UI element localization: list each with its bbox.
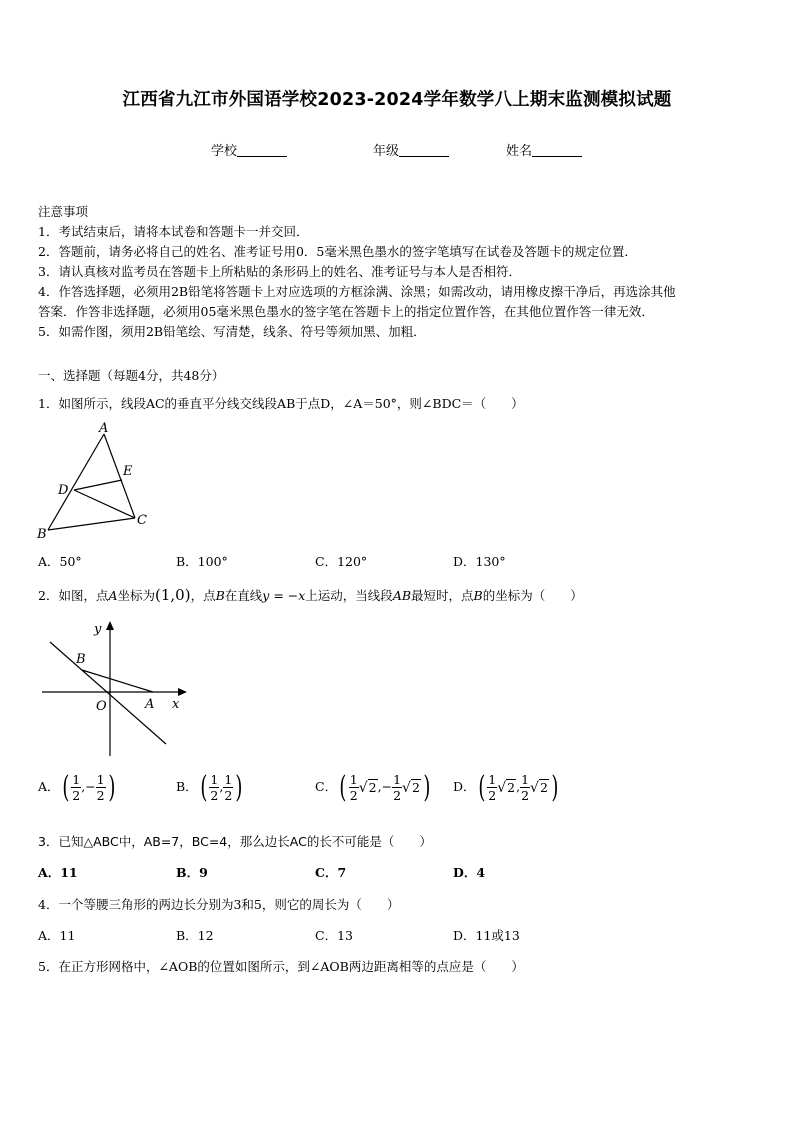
q2-option-c[interactable]: C．( $\frac{1}{2}$ √2,− $\frac{1}{2}$ √2 ) xyxy=(315,769,431,805)
q2-option-d[interactable]: D．( $\frac{1}{2}$ √2, $\frac{1}{2}$ √2 ) xyxy=(453,769,559,805)
q5-stem: 5．在正方形网格中，∠AOB的位置如图所示，到∠AOB两边距离相等的点应是（ ） xyxy=(38,959,524,974)
q2-figure xyxy=(38,618,188,760)
label-D: D xyxy=(58,483,69,498)
line-AB xyxy=(48,434,104,530)
section-heading: 一、选择题（每题4分，共48分） xyxy=(38,368,225,383)
q1-option-b[interactable]: B．100° xyxy=(176,554,228,569)
x-axis-arrow xyxy=(178,688,187,696)
note-item: 3．请认真核对监考员在答题卡上所粘贴的条形码上的姓名、准考证号与本人是否相符． xyxy=(38,264,521,279)
label-A: A xyxy=(145,697,155,712)
name-label: 姓名 xyxy=(506,144,533,159)
q3-option-b[interactable]: B．9 xyxy=(176,865,208,880)
q2-option-b[interactable]: B．( $\frac{1}{2}$ , $\frac{1}{2}$ ) xyxy=(176,769,243,805)
q2-stem: 2．如图，点A坐标为(1,0)，点B在直线y = −x上运动，当线段AB最短时，点B的坐标为（ ） xyxy=(38,586,583,604)
q1-figure xyxy=(34,418,154,546)
label-O: O xyxy=(96,699,107,714)
name-blank[interactable] xyxy=(532,144,582,157)
note-item: 5．如需作图，须用2B铅笔绘、写清楚，线条、符号等须加黑、加粗． xyxy=(38,324,426,339)
grade-field[interactable] xyxy=(373,140,449,159)
note-item: 2．答题前，请务必将自己的姓名、准考证号用0．5毫米黑色墨水的签字笔填写在试卷及答题卡的规定位置． xyxy=(38,244,637,259)
line-BC xyxy=(48,518,135,530)
label-y: y xyxy=(94,622,102,637)
q3-option-c[interactable]: C．7 xyxy=(315,865,347,880)
q1-option-c[interactable]: C．120° xyxy=(315,554,368,569)
y-axis-arrow xyxy=(106,621,114,630)
name-field[interactable] xyxy=(506,140,582,159)
label-B: B xyxy=(76,652,86,667)
school-blank[interactable] xyxy=(237,144,287,157)
exam-title: 江西省九江市外国语学校2023-2024学年数学八上期末监测模拟试题 xyxy=(122,90,672,110)
q4-option-b[interactable]: B．12 xyxy=(176,928,214,943)
label-x: x xyxy=(172,697,180,712)
label-E: E xyxy=(123,464,133,479)
grade-blank[interactable] xyxy=(399,144,449,157)
school-label: 学校 xyxy=(211,144,238,159)
note-item: 4．作答选择题，必须用2B铅笔将答题卡上对应选项的方框涂满、涂黑；如需改动，请用橡皮擦干净后，再选涂其他 xyxy=(38,284,676,299)
line-y-neg-x xyxy=(50,642,166,744)
notes-heading: 注意事项 xyxy=(38,204,89,219)
q4-stem: 4．一个等腰三角形的两边长分别为3和5，则它的周长为（ ） xyxy=(38,897,400,912)
grade-label: 年级 xyxy=(373,144,400,159)
q1-stem: 1．如图所示，线段AC的垂直平分线交线段AB于点D，∠A＝50°，则∠BDC＝（ ） xyxy=(38,396,524,411)
label-A: A xyxy=(99,421,109,436)
q1-option-a[interactable]: A．50° xyxy=(38,554,82,569)
q4-option-a[interactable]: A．11 xyxy=(38,928,76,943)
q4-option-d[interactable]: D．11或13 xyxy=(453,928,520,943)
q3-option-d[interactable]: D．4 xyxy=(453,865,486,880)
note-item: 1．考试结束后，请将本试卷和答题卡一并交回． xyxy=(38,224,309,239)
notes-block xyxy=(38,202,758,342)
q3-stem: 3．已知△ABC中，AB=7，BC=4，那么边长AC的长不可能是（ ） xyxy=(38,834,432,849)
line-DE xyxy=(74,480,122,490)
note-item: 答案．作答非选择题，必须用05毫米黑色墨水的签字笔在答题卡上的指定位置作答，在其他位置作答一律无效． xyxy=(38,304,654,319)
q1-option-d[interactable]: D．130° xyxy=(453,554,506,569)
school-field[interactable] xyxy=(211,140,287,159)
q3-option-a[interactable]: A．11 xyxy=(38,865,78,880)
q4-option-c[interactable]: C．13 xyxy=(315,928,353,943)
segment-AB xyxy=(82,670,153,692)
label-C: C xyxy=(137,513,147,528)
label-B: B xyxy=(37,527,47,542)
q2-option-a[interactable]: A．( $\frac{1}{2}$ ,− $\frac{1}{2}$ ) xyxy=(38,769,115,805)
